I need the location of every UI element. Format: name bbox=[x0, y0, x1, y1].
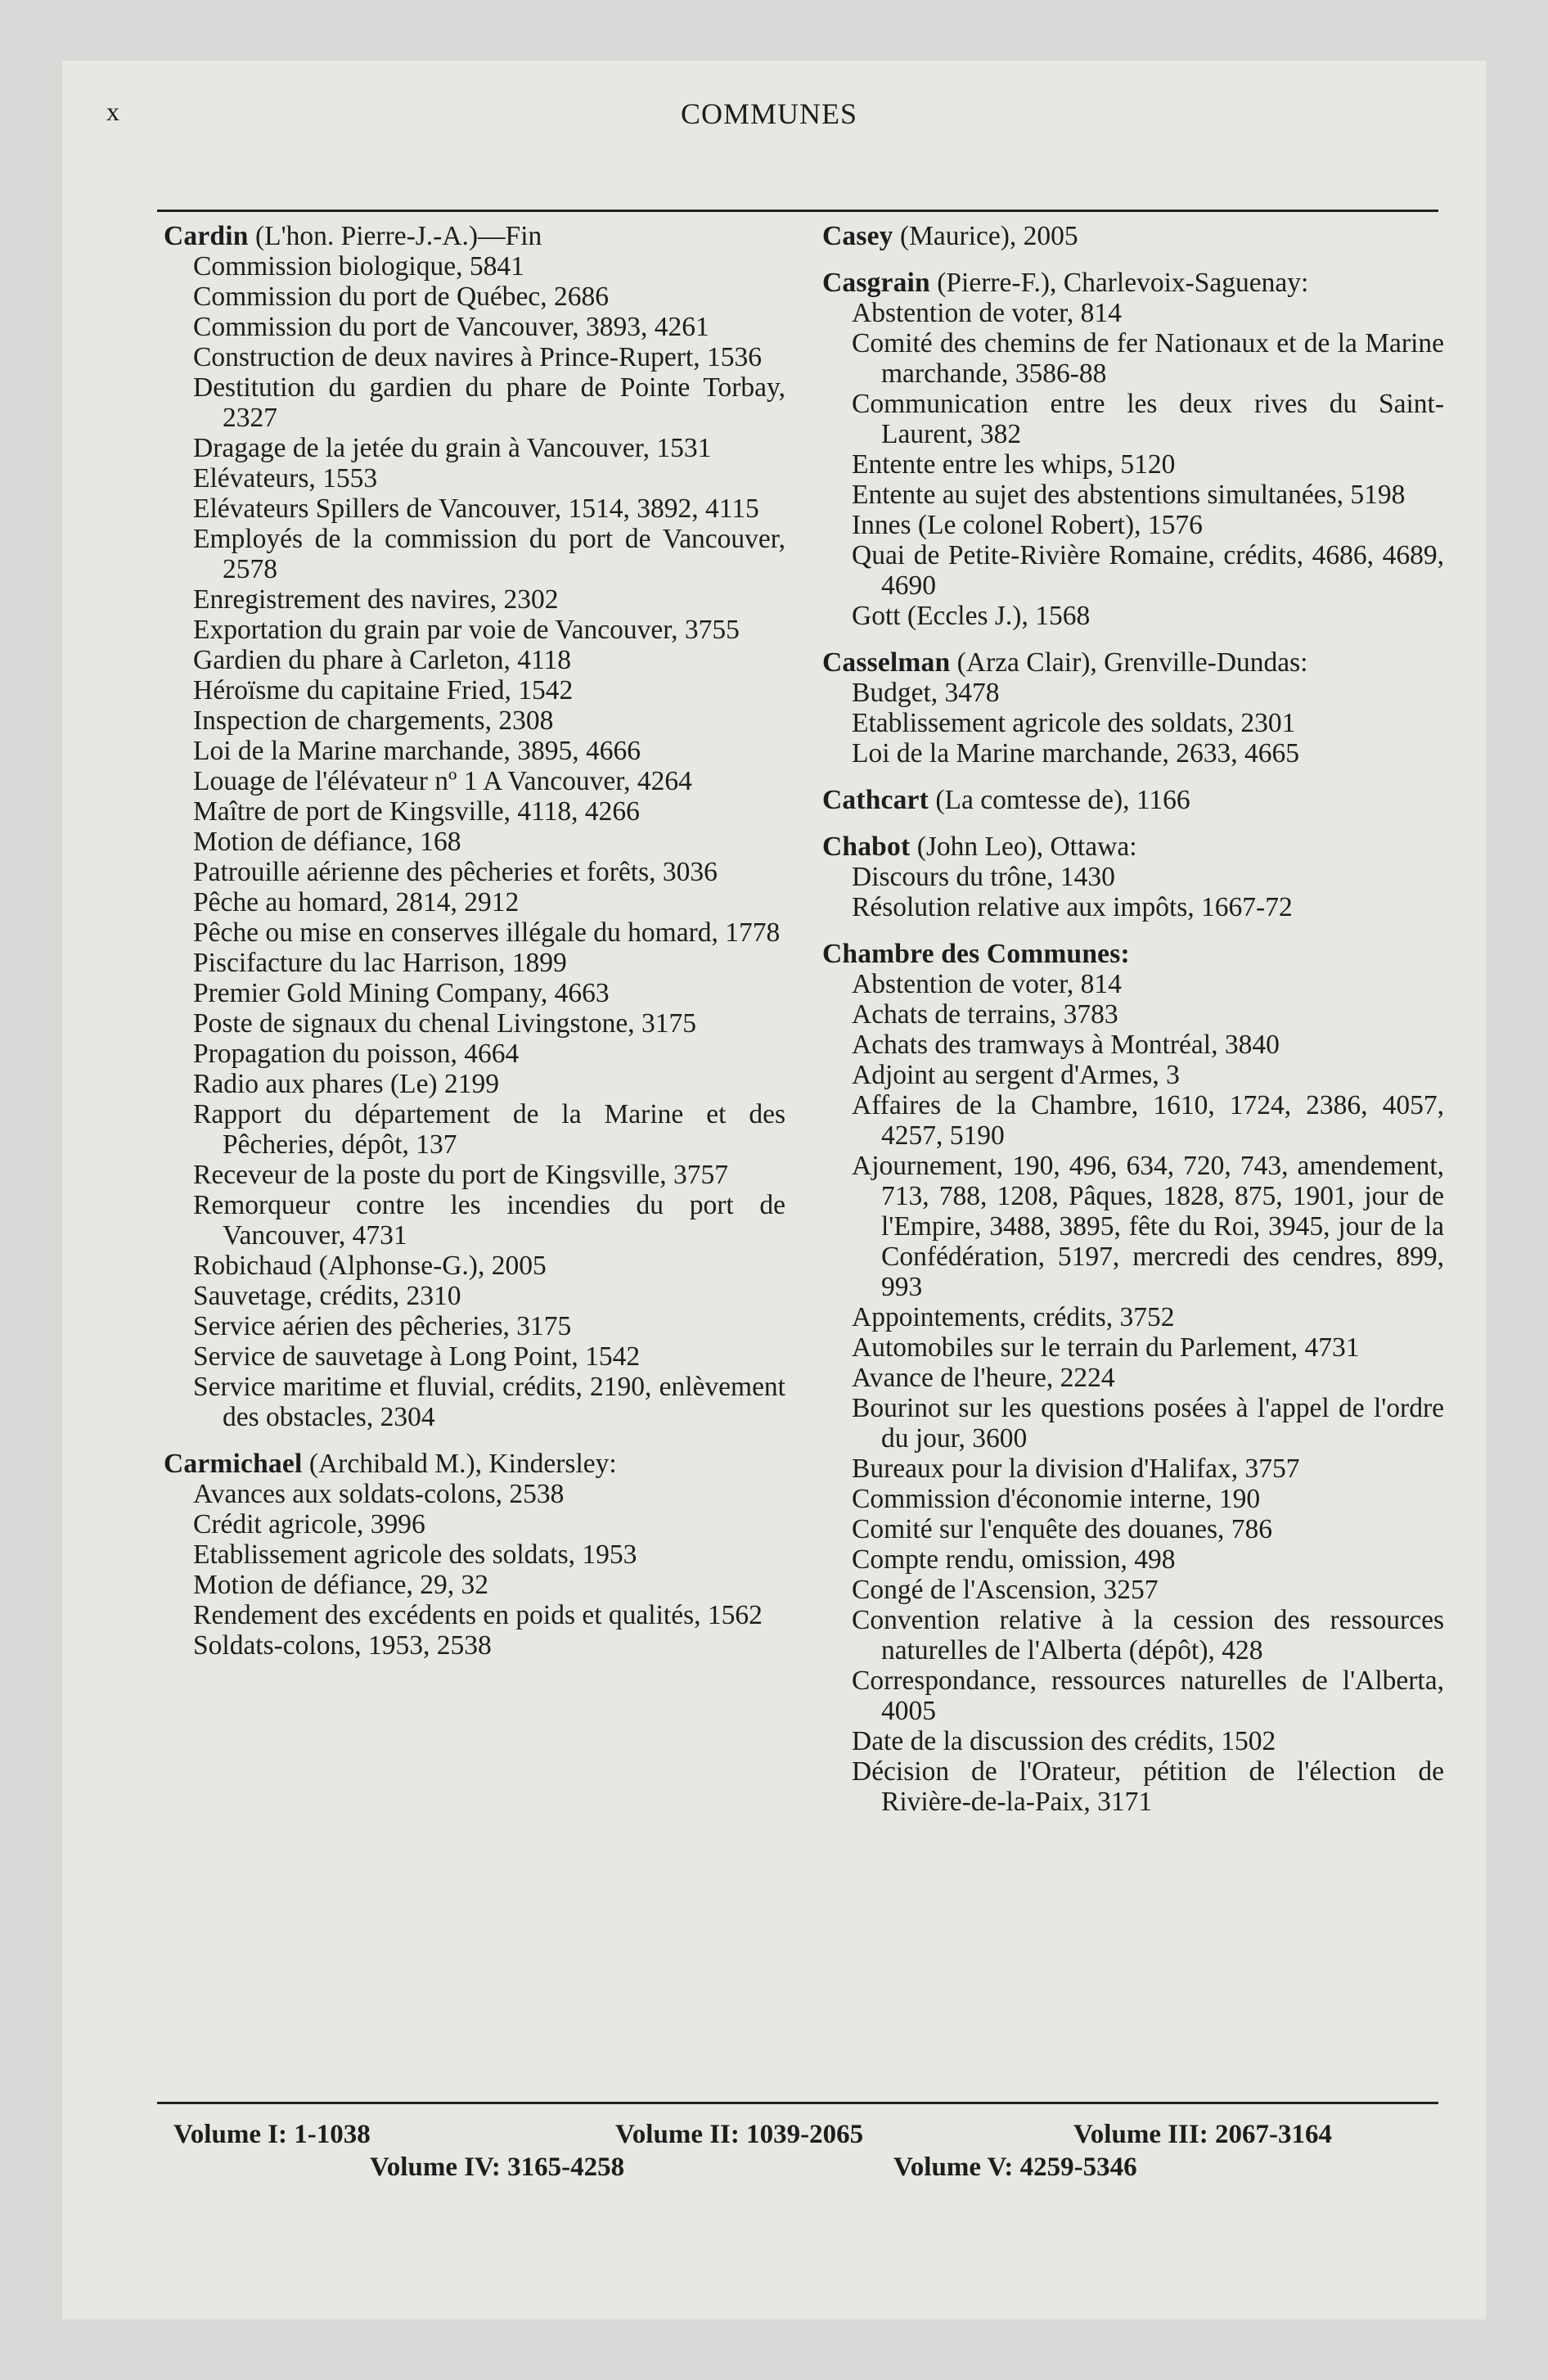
subentry: Abstention de voter, 814 bbox=[852, 298, 1122, 328]
entry-heading bbox=[164, 1449, 785, 1479]
entry-name: Carmichael bbox=[164, 1449, 303, 1479]
subentry: Correspondance, ressources naturelles de l'Alberta, 4005 bbox=[852, 1666, 1444, 1726]
subentry: Loi de la Marine marchande, 2633, 4665 bbox=[852, 738, 1299, 769]
subentry: Receveur de la poste du port de Kingsville, 3757 bbox=[193, 1160, 729, 1190]
subentry: Loi de la Marine marchande, 3895, 4666 bbox=[193, 736, 641, 766]
subentry: Date de la discussion des crédits, 1502 bbox=[852, 1726, 1276, 1756]
subentry: Elévateurs Spillers de Vancouver, 1514, 3892, 4115 bbox=[193, 494, 759, 524]
subentry: Pêche au homard, 2814, 2912 bbox=[193, 887, 520, 917]
subentry: Propagation du poisson, 4664 bbox=[193, 1039, 520, 1069]
subentry: Service aérien des pêcheries, 3175 bbox=[193, 1311, 572, 1341]
index-entry bbox=[822, 268, 1444, 631]
subentry: Inspection de chargements, 2308 bbox=[193, 705, 554, 736]
volume-2-range: Volume II: 1039-2065 bbox=[615, 2120, 864, 2149]
subentry: Enregistrement des navires, 2302 bbox=[193, 584, 559, 615]
entry-name: Cardin bbox=[164, 221, 249, 251]
entry-details: (John Leo), Ottawa: bbox=[910, 832, 1137, 862]
subentry: Motion de défiance, 168 bbox=[193, 827, 461, 857]
entry-heading bbox=[822, 221, 1444, 251]
subentry: Communication entre les deux rives du Saint-Laurent, 382 bbox=[852, 389, 1444, 449]
subentry: Motion de défiance, 29, 32 bbox=[193, 1570, 488, 1600]
subentry: Appointements, crédits, 3752 bbox=[852, 1302, 1175, 1332]
subentry: Pêche ou mise en conserves illégale du homard, 1778 bbox=[193, 917, 781, 948]
subentry: Comité des chemins de fer Nationaux et de la Marine marchande, 3586-88 bbox=[852, 328, 1444, 389]
subentry: Etablissement agricole des soldats, 1953 bbox=[193, 1539, 637, 1570]
subentry: Compte rendu, omission, 498 bbox=[852, 1544, 1176, 1575]
subentry: Gott (Eccles J.), 1568 bbox=[852, 601, 1091, 631]
subentry: Rapport du département de la Marine et des Pêcheries, dépôt, 137 bbox=[193, 1099, 785, 1160]
subentry: Innes (Le colonel Robert), 1576 bbox=[852, 510, 1203, 540]
subentry: Patrouille aérienne des pêcheries et forêts, 3036 bbox=[193, 857, 718, 887]
subentry: Elévateurs, 1553 bbox=[193, 463, 378, 494]
subentry: Affaires de la Chambre, 1610, 1724, 2386, 4057, 4257, 5190 bbox=[852, 1090, 1444, 1151]
index-entry bbox=[822, 832, 1444, 922]
subentry: Congé de l'Ascension, 3257 bbox=[852, 1575, 1159, 1605]
subentry: Etablissement agricole des soldats, 2301 bbox=[852, 708, 1296, 738]
subentry: Discours du trône, 1430 bbox=[852, 862, 1115, 892]
page-header bbox=[106, 97, 1432, 146]
subentry: Crédit agricole, 3996 bbox=[193, 1509, 425, 1539]
subentry: Décision de l'Orateur, pétition de l'élection de Rivière-de-la-Paix, 3171 bbox=[852, 1756, 1444, 1817]
subentry: Abstention de voter, 814 bbox=[852, 969, 1122, 999]
subentry: Commission d'économie interne, 190 bbox=[852, 1484, 1261, 1514]
subentry: Achats des tramways à Montréal, 3840 bbox=[852, 1030, 1280, 1060]
subentry: Commission du port de Vancouver, 3893, 4261 bbox=[193, 312, 709, 342]
subentry: Quai de Petite-Rivière Romaine, crédits, 4686, 4689, 4690 bbox=[852, 540, 1444, 601]
subentry: Premier Gold Mining Company, 4663 bbox=[193, 978, 610, 1008]
subentry: Entente au sujet des abstentions simultanées, 5198 bbox=[852, 480, 1406, 510]
subentry: Remorqueur contre les incendies du port de Vancouver, 4731 bbox=[193, 1190, 785, 1251]
entry-heading bbox=[822, 647, 1444, 678]
subentry: Entente entre les whips, 5120 bbox=[852, 449, 1176, 480]
subentry: Comité sur l'enquête des douanes, 786 bbox=[852, 1514, 1273, 1544]
entry-details: (Archibald M.), Kindersley: bbox=[302, 1449, 617, 1479]
subentry: Poste de signaux du chenal Livingstone, 3175 bbox=[193, 1008, 697, 1039]
running-title: COMMUNES bbox=[680, 97, 858, 130]
footer-rule bbox=[157, 2102, 1438, 2104]
entry-heading bbox=[822, 939, 1444, 969]
volume-1-range: Volume I: 1-1038 bbox=[173, 2120, 371, 2149]
subentry: Exportation du grain par voie de Vancouver, 3755 bbox=[193, 615, 740, 645]
volume-key bbox=[157, 2120, 1438, 2185]
subentry: Commission du port de Québec, 2686 bbox=[193, 282, 610, 312]
entry-name: Casselman bbox=[822, 647, 951, 678]
entry-details: (Pierre-F.), Charlevoix-Saguenay: bbox=[929, 268, 1309, 298]
index-entry bbox=[822, 221, 1444, 251]
subentry: Avances aux soldats-colons, 2538 bbox=[193, 1479, 565, 1509]
subentry: Achats de terrains, 3783 bbox=[852, 999, 1118, 1030]
subentry: Commission biologique, 5841 bbox=[193, 251, 524, 282]
subentry: Adjoint au sergent d'Armes, 3 bbox=[852, 1060, 1180, 1090]
subentry: Service maritime et fluvial, crédits, 2190, enlèvement des obstacles, 2304 bbox=[193, 1372, 785, 1432]
subentry: Louage de l'élévateur nº 1 A Vancouver, 4264 bbox=[193, 766, 692, 796]
subentry: Héroïsme du capitaine Fried, 1542 bbox=[193, 675, 574, 705]
page-number: x bbox=[106, 97, 119, 126]
index-column-left bbox=[164, 221, 785, 1677]
subentry: Sauvetage, crédits, 2310 bbox=[193, 1281, 461, 1311]
volume-5-range: Volume V: 4259-5346 bbox=[893, 2152, 1137, 2182]
index-entry bbox=[164, 1449, 785, 1661]
index-entry bbox=[822, 939, 1444, 1817]
entry-name: Casgrain bbox=[822, 268, 930, 298]
subentry: Ajournement, 190, 496, 634, 720, 743, amendement, 713, 788, 1208, Pâques, 1828, 875, 1901, jour de l'Empire, 3488, 3895, fête du Roi, 3945, jour de la Confédération, 5197, mercredi des cendres, 899, 993 bbox=[852, 1151, 1444, 1302]
subentry: Dragage de la jetée du grain à Vancouver, 1531 bbox=[193, 433, 712, 463]
index-entry bbox=[164, 221, 785, 1432]
subentry: Piscifacture du lac Harrison, 1899 bbox=[193, 948, 567, 978]
entry-heading bbox=[822, 268, 1444, 298]
index-entry bbox=[822, 785, 1444, 815]
entry-heading bbox=[164, 221, 785, 251]
entry-details: (Arza Clair), Grenville-Dundas: bbox=[950, 647, 1308, 678]
index-entry bbox=[822, 647, 1444, 769]
subentry: Radio aux phares (Le) 2199 bbox=[193, 1069, 499, 1099]
subentry: Budget, 3478 bbox=[852, 678, 1000, 708]
entry-details: (Maurice), 2005 bbox=[893, 221, 1078, 251]
subentry: Bourinot sur les questions posées à l'appel de l'ordre du jour, 3600 bbox=[852, 1393, 1444, 1454]
subentry: Soldats-colons, 1953, 2538 bbox=[193, 1630, 492, 1661]
subentry: Construction de deux navires à Prince-Rupert, 1536 bbox=[193, 342, 762, 372]
volume-4-range: Volume IV: 3165-4258 bbox=[370, 2152, 625, 2182]
subentry: Automobiles sur le terrain du Parlement, 4731 bbox=[852, 1332, 1360, 1363]
index-column-right bbox=[822, 221, 1444, 1833]
subentry: Convention relative à la cession des ressources naturelles de l'Alberta (dépôt), 428 bbox=[852, 1605, 1444, 1666]
subentry: Robichaud (Alphonse-G.), 2005 bbox=[193, 1251, 547, 1281]
entry-heading bbox=[822, 785, 1444, 815]
subentry: Avance de l'heure, 2224 bbox=[852, 1363, 1115, 1393]
subentry: Rendement des excédents en poids et qualités, 1562 bbox=[193, 1600, 763, 1630]
subentry: Résolution relative aux impôts, 1667-72 bbox=[852, 892, 1293, 922]
subentry: Gardien du phare à Carleton, 4118 bbox=[193, 645, 572, 675]
entry-name: Cathcart bbox=[822, 785, 929, 815]
entry-name: Casey bbox=[822, 221, 893, 251]
header-rule bbox=[157, 210, 1438, 212]
subentry: Destitution du gardien du phare de Pointe Torbay, 2327 bbox=[193, 372, 785, 433]
subentry: Maître de port de Kingsville, 4118, 4266 bbox=[193, 796, 640, 827]
entry-heading bbox=[822, 832, 1444, 862]
subentry: Service de sauvetage à Long Point, 1542 bbox=[193, 1341, 641, 1372]
entry-details: (La comtesse de), 1166 bbox=[928, 785, 1190, 815]
entry-details: (L'hon. Pierre-J.-A.)—Fin bbox=[248, 221, 542, 251]
subentry: Bureaux pour la division d'Halifax, 3757 bbox=[852, 1454, 1300, 1484]
subentry: Employés de la commission du port de Vancouver, 2578 bbox=[193, 524, 785, 584]
entry-name: Chambre des Communes: bbox=[822, 939, 1130, 969]
volume-3-range: Volume III: 2067-3164 bbox=[1073, 2120, 1332, 2149]
entry-name: Chabot bbox=[822, 832, 911, 862]
